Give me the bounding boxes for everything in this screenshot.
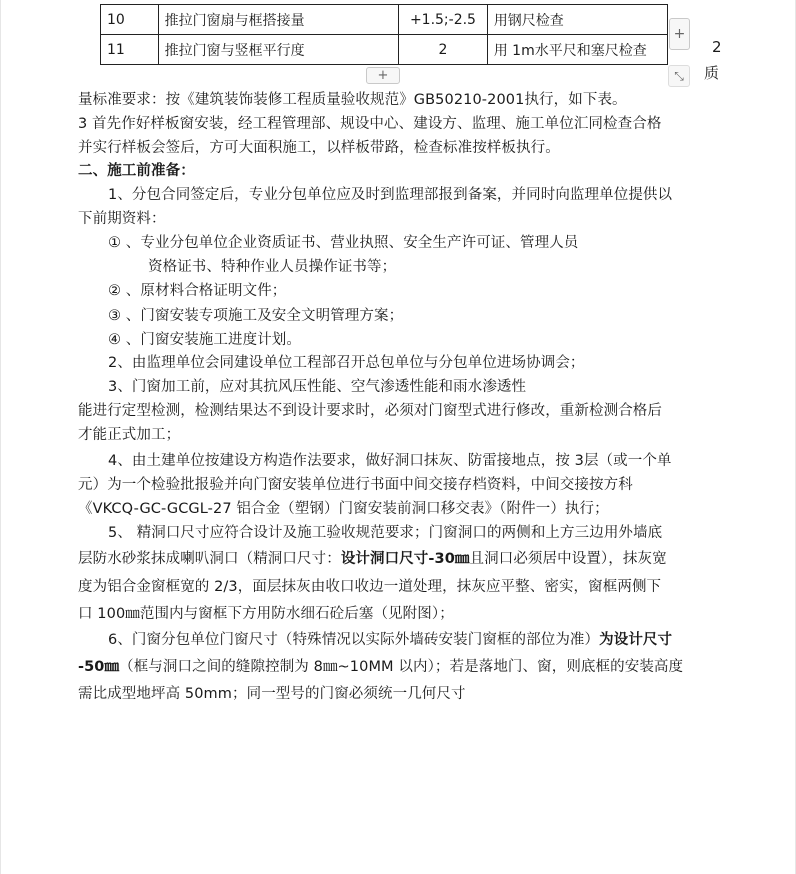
text-line bbox=[108, 629, 672, 651]
text-line: 5、 精洞口尺寸应符合设计及施工验收规范要求；门窗洞口的两侧和上方三边用外墙底 bbox=[108, 525, 663, 541]
add-column-button[interactable]: + bbox=[669, 18, 690, 50]
text-line: 3 首先作好样板窗安装，经工程管理部、规设中心、建设方、监理、施工单位汇同检查合格 bbox=[78, 116, 662, 132]
side-number: 2 bbox=[712, 38, 722, 56]
table-resize-handle[interactable]: ⤡ bbox=[668, 65, 690, 87]
text-line: 度为铝合金窗框宽的 2/3，面层抹灰由收口收边一道处理，抹灰应平整、密实，窗框两侧下 bbox=[78, 579, 662, 595]
text-line: 量标准要求：按《建筑装饰装修工程质量验收规范》GB50210-2001执行，如下表。 bbox=[78, 92, 627, 108]
text-line: 1、分包合同签定后，专业分包单位应及时到监理部报到备案，并同时向监理单位提供以 bbox=[108, 187, 673, 203]
table-row bbox=[101, 35, 668, 65]
text-line bbox=[78, 548, 667, 570]
table-cell-method[interactable]: 用 1m水平尺和塞尺检查 bbox=[487, 35, 667, 65]
section-heading: 二、施工前准备： bbox=[78, 163, 195, 179]
table-cell-item[interactable]: 推拉门窗扇与框搭接量 bbox=[158, 5, 399, 35]
list-item: ③ 、门窗安装专项施工及安全文明管理方案； bbox=[108, 308, 404, 324]
text-line: 2、由监理单位会同建设单位工程部召开总包单位与分包单位进场协调会； bbox=[108, 355, 585, 371]
table-cell-item[interactable]: 推拉门窗与竖框平行度 bbox=[158, 35, 399, 65]
text-line: 下前期资料： bbox=[78, 211, 166, 227]
table-cell-tolerance[interactable]: +1.5;-2.5 bbox=[399, 5, 488, 35]
text-run: 6、门窗分包单位门窗尺寸（特殊情况以实际外墙砖安装门窗框的部位为准） bbox=[108, 632, 600, 648]
bold-run: 设计洞口尺寸-30㎜ bbox=[340, 551, 470, 567]
text-line: 3、门窗加工前，应对其抗风压性能、空气渗透性能和雨水渗透性 bbox=[108, 379, 527, 395]
table-cell-method[interactable]: 用钢尺检查 bbox=[487, 5, 667, 35]
tolerance-table bbox=[100, 4, 668, 65]
list-item: ① 、专业分包单位企业资质证书、营业执照、安全生产许可证、管理人员 bbox=[108, 235, 579, 251]
text-line bbox=[78, 656, 683, 678]
text-line: 《VKCQ-GC-GCGL-27 铝合金（塑钢）门窗安装前洞口移交表》（附件一）执行； bbox=[78, 501, 609, 517]
bold-run: 为设计尺寸 bbox=[599, 632, 673, 648]
list-item: ② 、原材料合格证明文件； bbox=[108, 283, 287, 299]
table-cell-no[interactable]: 11 bbox=[101, 35, 159, 65]
text-line: 能进行定型检测，检测结果达不到设计要求时，必须对门窗型式进行修改，重新检测合格后 bbox=[78, 403, 662, 419]
bold-run: -50㎜ bbox=[78, 659, 120, 675]
text-line: 元）为一个检验批报验并向门窗安装单位进行书面中间交接存档资料，中间交接按方科 bbox=[78, 477, 633, 493]
table-cell-tolerance[interactable]: 2 bbox=[399, 35, 488, 65]
list-item: ④ 、门窗安装施工进度计划。 bbox=[108, 332, 302, 348]
text-line: 口 100㎜范围内与窗框下方用防水细石砼后塞（见附图）； bbox=[78, 606, 454, 622]
text-line: 4、由土建单位按建设方构造作法要求，做好洞口抹灰、防雷接地点，按 3层（或一个单 bbox=[108, 453, 672, 469]
text-line: 才能正式加工； bbox=[78, 427, 181, 443]
page-edge-left bbox=[0, 0, 1, 874]
text-run: （框与洞口之间的缝隙控制为 8㎜~10MM 以内）；若是落地门、窗，则底框的安装高度 bbox=[119, 659, 684, 675]
text-line: 需比成型地坪高 50mm；同一型号的门窗必须统一几何尺寸 bbox=[78, 686, 466, 702]
list-item-cont: 资格证书、特种作业人员操作证书等； bbox=[148, 259, 397, 275]
add-row-button[interactable]: + bbox=[366, 67, 400, 84]
side-char: 质 bbox=[704, 64, 720, 82]
text-line: 并实行样板会签后，方可大面积施工，以样板带路，检查标准按样板执行。 bbox=[78, 140, 560, 156]
text-run: 层防水砂浆抹成喇叭洞口（精洞口尺寸： bbox=[78, 551, 341, 567]
table-row bbox=[101, 5, 668, 35]
text-run: 且洞口必须居中设置），抹灰宽 bbox=[469, 551, 667, 567]
table-cell-no[interactable]: 10 bbox=[101, 5, 159, 35]
